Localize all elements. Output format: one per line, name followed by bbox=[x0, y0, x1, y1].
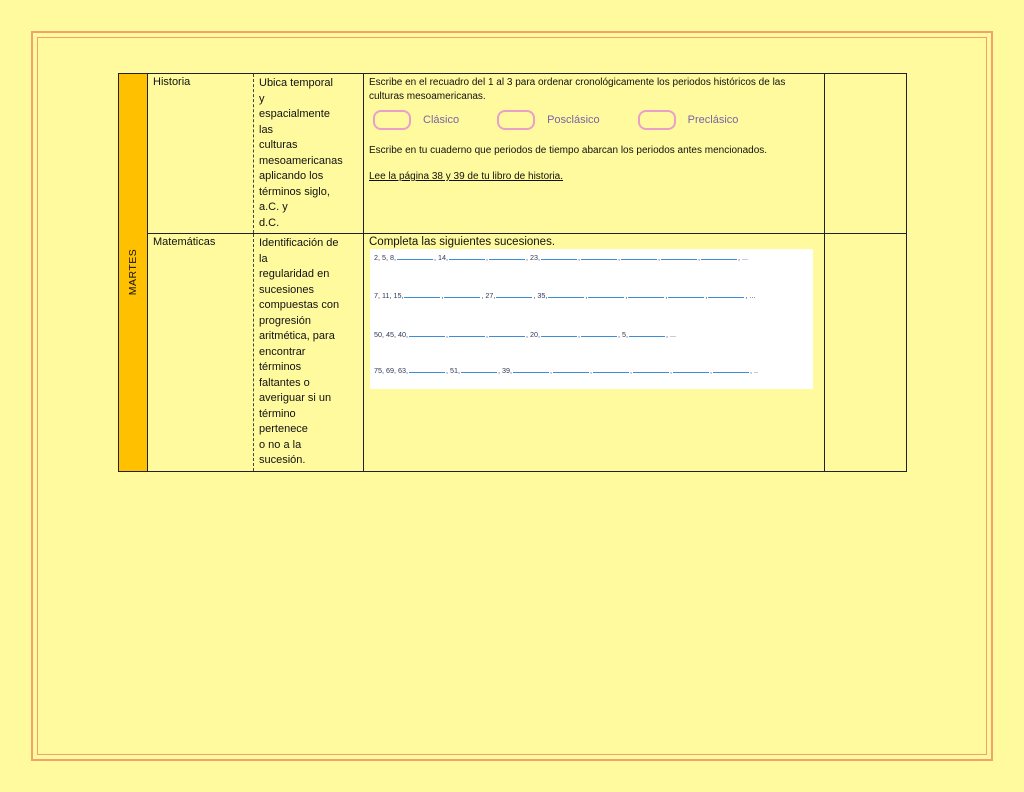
answer-blank[interactable] bbox=[409, 366, 445, 373]
sequence-term: 50, 45, 40, bbox=[374, 330, 408, 339]
subject-cell bbox=[148, 234, 254, 472]
sequence-term: , bbox=[585, 291, 588, 300]
sequence-term: , 35, bbox=[533, 291, 548, 300]
answer-blank[interactable] bbox=[668, 291, 704, 298]
sequence-term: , bbox=[657, 253, 660, 262]
aprendizaje-line: pertenece bbox=[259, 423, 308, 435]
aprendizaje-line: Ubica temporal bbox=[259, 77, 333, 89]
answer-blank[interactable] bbox=[621, 253, 657, 260]
aprendizaje-cell bbox=[254, 234, 364, 472]
sequence-term: , 14, bbox=[433, 253, 448, 262]
sequence-term: , bbox=[485, 253, 488, 262]
answer-blank[interactable] bbox=[628, 291, 664, 298]
aprendizaje-line: aplicando los bbox=[259, 170, 324, 182]
answer-blank[interactable] bbox=[489, 253, 525, 260]
sequence-term: , bbox=[625, 291, 628, 300]
answer-blank[interactable] bbox=[461, 366, 497, 373]
answer-blank[interactable] bbox=[449, 330, 485, 337]
answer-blank[interactable] bbox=[581, 253, 617, 260]
answer-blank[interactable] bbox=[588, 291, 624, 298]
aprendizaje-line: averiguar si un bbox=[259, 392, 332, 404]
answer-blank[interactable] bbox=[404, 291, 440, 298]
answer-blank[interactable] bbox=[661, 253, 697, 260]
aprendizaje-line: encontrar bbox=[259, 345, 306, 358]
subject-cell bbox=[148, 74, 254, 234]
answer-blank[interactable] bbox=[581, 330, 617, 337]
sequence-term: , ... bbox=[665, 330, 676, 339]
aprendizaje-line: progresión bbox=[259, 314, 311, 327]
answer-blank[interactable] bbox=[541, 330, 577, 337]
sequence-term: , 23, bbox=[525, 253, 540, 262]
answer-blank[interactable] bbox=[489, 330, 525, 337]
sequence-line bbox=[374, 330, 809, 339]
sequence-term: , bbox=[629, 366, 632, 375]
answer-blank[interactable] bbox=[629, 330, 665, 337]
aprendizaje-line: d.C. bbox=[259, 216, 280, 229]
order-box[interactable] bbox=[497, 110, 535, 130]
aprendizaje-line: o no a la bbox=[259, 438, 302, 451]
activity-cell bbox=[364, 234, 825, 472]
aprendizaje-line: y bbox=[259, 92, 265, 105]
sequence-term: 7, 11, 15, bbox=[374, 291, 404, 300]
day-label: MARTES bbox=[127, 248, 139, 296]
sequence-term: , bbox=[485, 330, 488, 339]
sequence-term: 2, 5, 8, bbox=[374, 253, 396, 262]
aprendizaje-line: la bbox=[259, 252, 268, 265]
answer-blank[interactable] bbox=[496, 291, 532, 298]
period-label: Clásico bbox=[423, 114, 460, 126]
answer-blank[interactable] bbox=[701, 253, 737, 260]
aprendizaje-line: las bbox=[259, 123, 274, 136]
answer-blank[interactable] bbox=[449, 253, 485, 260]
answer-blank[interactable] bbox=[633, 366, 669, 373]
aprendizaje-line: regularidad en bbox=[259, 268, 330, 280]
sequence-term: , bbox=[441, 291, 444, 300]
table-row bbox=[119, 74, 907, 234]
aprendizaje-line: espacialmente bbox=[259, 108, 330, 120]
answer-blank[interactable] bbox=[593, 366, 629, 373]
period-item bbox=[373, 110, 459, 130]
answer-blank[interactable] bbox=[513, 366, 549, 373]
answer-blank[interactable] bbox=[713, 366, 749, 373]
sequence-term: , 5, bbox=[617, 330, 628, 339]
answer-blank[interactable] bbox=[541, 253, 577, 260]
aprendizaje-line: faltantes o bbox=[259, 376, 310, 389]
aprendizaje-line: sucesión. bbox=[259, 454, 306, 466]
aprendizaje-line: culturas bbox=[259, 139, 298, 151]
sequence-term: , bbox=[665, 291, 668, 300]
aprendizaje-cell bbox=[254, 74, 364, 234]
answer-blank[interactable] bbox=[673, 366, 709, 373]
aprendizaje-line: mesoamericanas bbox=[259, 154, 343, 167]
sequence-term: , bbox=[709, 366, 712, 375]
activity-cell bbox=[364, 74, 825, 234]
sequence-term: , ... bbox=[737, 253, 748, 262]
subject-label: Historia bbox=[153, 76, 191, 88]
sequence-term: , bbox=[577, 253, 580, 262]
sequence-term: 75, 69, 63, bbox=[374, 366, 408, 375]
notebook-instructions: Escribe en tu cuaderno que periodos de tiempo abarcan los periodos antes mencionados. bbox=[369, 145, 768, 156]
answer-blank[interactable] bbox=[397, 253, 433, 260]
period-item bbox=[638, 110, 739, 130]
schedule-table bbox=[118, 73, 907, 472]
answer-blank[interactable] bbox=[409, 330, 445, 337]
aprendizaje-line: términos siglo, bbox=[259, 185, 330, 198]
sequence-term: , 20, bbox=[525, 330, 540, 339]
sequence-line bbox=[374, 253, 809, 262]
sequence-line bbox=[374, 291, 809, 300]
notes-cell bbox=[825, 74, 907, 234]
aprendizaje-line: compuestas con bbox=[259, 299, 340, 311]
day-cell bbox=[119, 74, 148, 472]
aprendizaje-line: términos bbox=[259, 361, 302, 373]
period-label: Preclásico bbox=[687, 114, 739, 126]
sequence-term: , 27, bbox=[481, 291, 496, 300]
sequence-term: , ... bbox=[745, 291, 756, 300]
period-label: Posclásico bbox=[547, 114, 600, 126]
sequence-term: , bbox=[445, 330, 448, 339]
answer-blank[interactable] bbox=[553, 366, 589, 373]
aprendizaje-line: aritmética, para bbox=[259, 330, 335, 342]
sequence-term: , bbox=[577, 330, 580, 339]
period-item bbox=[497, 110, 600, 130]
sequence-line bbox=[374, 366, 809, 375]
period-boxes bbox=[373, 110, 819, 130]
activity-title: Completa las siguientes sucesiones. bbox=[369, 236, 556, 248]
sequences-worksheet bbox=[370, 249, 813, 389]
sequence-term: , bbox=[617, 253, 620, 262]
reading-instructions: Lee la página 38 y 39 de tu libro de historia. bbox=[369, 171, 564, 182]
aprendizaje-line: sucesiones bbox=[259, 283, 315, 296]
table-row bbox=[119, 234, 907, 472]
notes-cell bbox=[825, 234, 907, 472]
answer-blank[interactable] bbox=[548, 291, 584, 298]
sequence-term: , bbox=[669, 366, 672, 375]
subject-label: Matemáticas bbox=[153, 236, 216, 248]
activity-instructions: Escribe en el recuadro del 1 al 3 para ordenar cronológicamente los periodos históricos de las culturas mesoamericanas. bbox=[369, 77, 786, 102]
sequence-term: , bbox=[549, 366, 552, 375]
aprendizaje-line: a.C. y bbox=[259, 201, 288, 213]
answer-blank[interactable] bbox=[708, 291, 744, 298]
sequence-term: , .. bbox=[749, 366, 758, 375]
aprendizaje-line: término bbox=[259, 407, 296, 420]
answer-blank[interactable] bbox=[444, 291, 480, 298]
sequence-term: , bbox=[589, 366, 592, 375]
aprendizaje-line: Identificación de bbox=[259, 237, 339, 249]
order-box[interactable] bbox=[638, 110, 676, 130]
sequence-term: , bbox=[705, 291, 708, 300]
sequence-term: , 39, bbox=[497, 366, 512, 375]
order-box[interactable] bbox=[373, 110, 411, 130]
sequence-term: , bbox=[697, 253, 700, 262]
sequence-term: , 51, bbox=[445, 366, 460, 375]
